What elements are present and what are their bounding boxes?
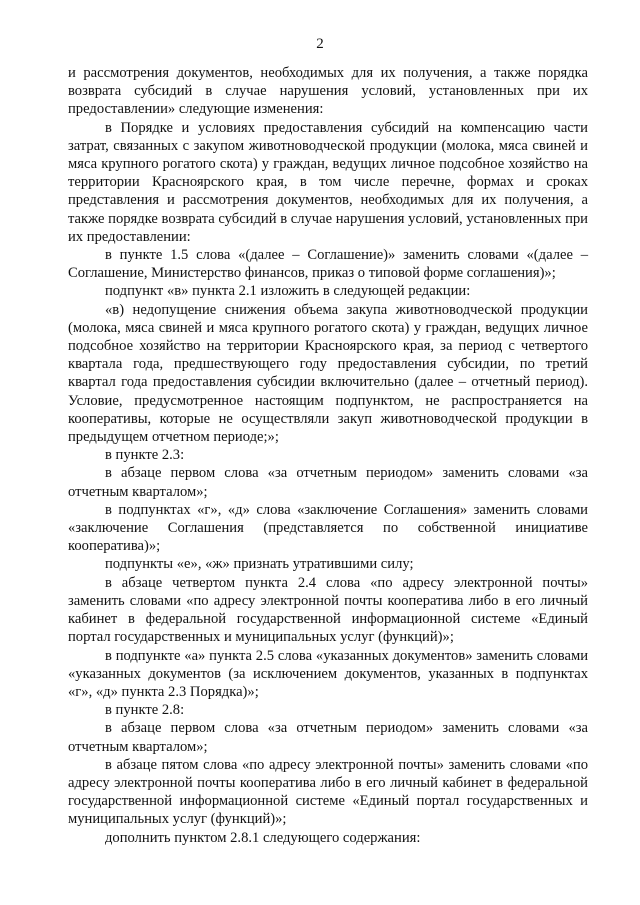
paragraph: в пункте 2.8: bbox=[105, 702, 185, 719]
document-body bbox=[68, 64, 588, 847]
paragraph: в пункте 1.5 слова «(далее – Соглашение)» заменить словами «(далее – Соглашение, Министерство финансов, приказ о типовой форме соглашения)»; bbox=[68, 247, 588, 282]
paragraph: дополнить пунктом 2.8.1 следующего содержания: bbox=[105, 829, 421, 846]
paragraph: подпункты «е», «ж» признать утратившими силу; bbox=[105, 556, 414, 573]
paragraph: «в) недопущение снижения объема закупа животноводческой продукции (молока, мяса свиней и мяса крупного рогатого скота) у граждан, ведущих личное подсобное хозяйство на территории Красноярского края, за период с четвертого квартала года, предшествующего году предоставления субсидии, по третий квартал года предоставления субсидии включительно (далее – отчетный период). Условие, предусмотренное настоящим подпунктом, не распространяется на кооперативы, которые не осуществляли закуп животноводческой продукции в предыдущем отчетном периоде;»; bbox=[68, 301, 588, 446]
paragraph: в абзаце пятом слова «по адресу электронной почты» заменить словами «по адресу электронной почты кооператива либо в его личный кабинет в федеральной государственной информационной системе «Единый портал государственных и муниципальных услуг (функций)»; bbox=[68, 756, 588, 828]
page-number: 2 bbox=[316, 36, 324, 52]
paragraph: в Порядке и условиях предоставления субсидий на компенсацию части затрат, связанных с закупом животноводческой продукции (молока, мяса свиней и мяса крупного рогатого скота) у граждан, ведущих личное подсобное хозяйство на территории Красноярского края, в том числе перечне, формах и сроках представления и рассмотрения документов, необходимых для их получения, а также порядке возврата субсидий в случае нарушения условий, установленных при их предоставлении: bbox=[68, 119, 588, 245]
paragraph: в абзаце первом слова «за отчетным периодом» заменить словами «за отчетным кварталом»; bbox=[68, 465, 588, 500]
paragraph: в абзаце первом слова «за отчетным периодом» заменить словами «за отчетным кварталом»; bbox=[68, 720, 588, 755]
paragraph: в подпунктах «г», «д» слова «заключение Соглашения» заменить словами «заключение Соглашения (представляется по собственной инициативе кооператива)»; bbox=[68, 501, 588, 555]
paragraph: в подпункте «а» пункта 2.5 слова «указанных документов» заменить словами «указанных документов (за исключением документов, указанных в подпунктах «г», «д» пункта 2.3 Порядка)»; bbox=[68, 647, 588, 700]
paragraph: подпункт «в» пункта 2.1 изложить в следующей редакции: bbox=[105, 283, 471, 300]
paragraph: в абзаце четвертом пункта 2.4 слова «по адресу электронной почты» заменить словами «по адресу электронной почты кооператива либо в его личный кабинет в федеральной государственной информационной системе «Единый портал государственных и муниципальных услуг (функций)»; bbox=[68, 574, 588, 646]
paragraph: в пункте 2.3: bbox=[105, 447, 185, 464]
paragraph: и рассмотрения документов, необходимых для их получения, а также порядка возврата субсидий в случае нарушения условий, установленных при их предоставлении» следующие изменения: bbox=[68, 65, 588, 118]
